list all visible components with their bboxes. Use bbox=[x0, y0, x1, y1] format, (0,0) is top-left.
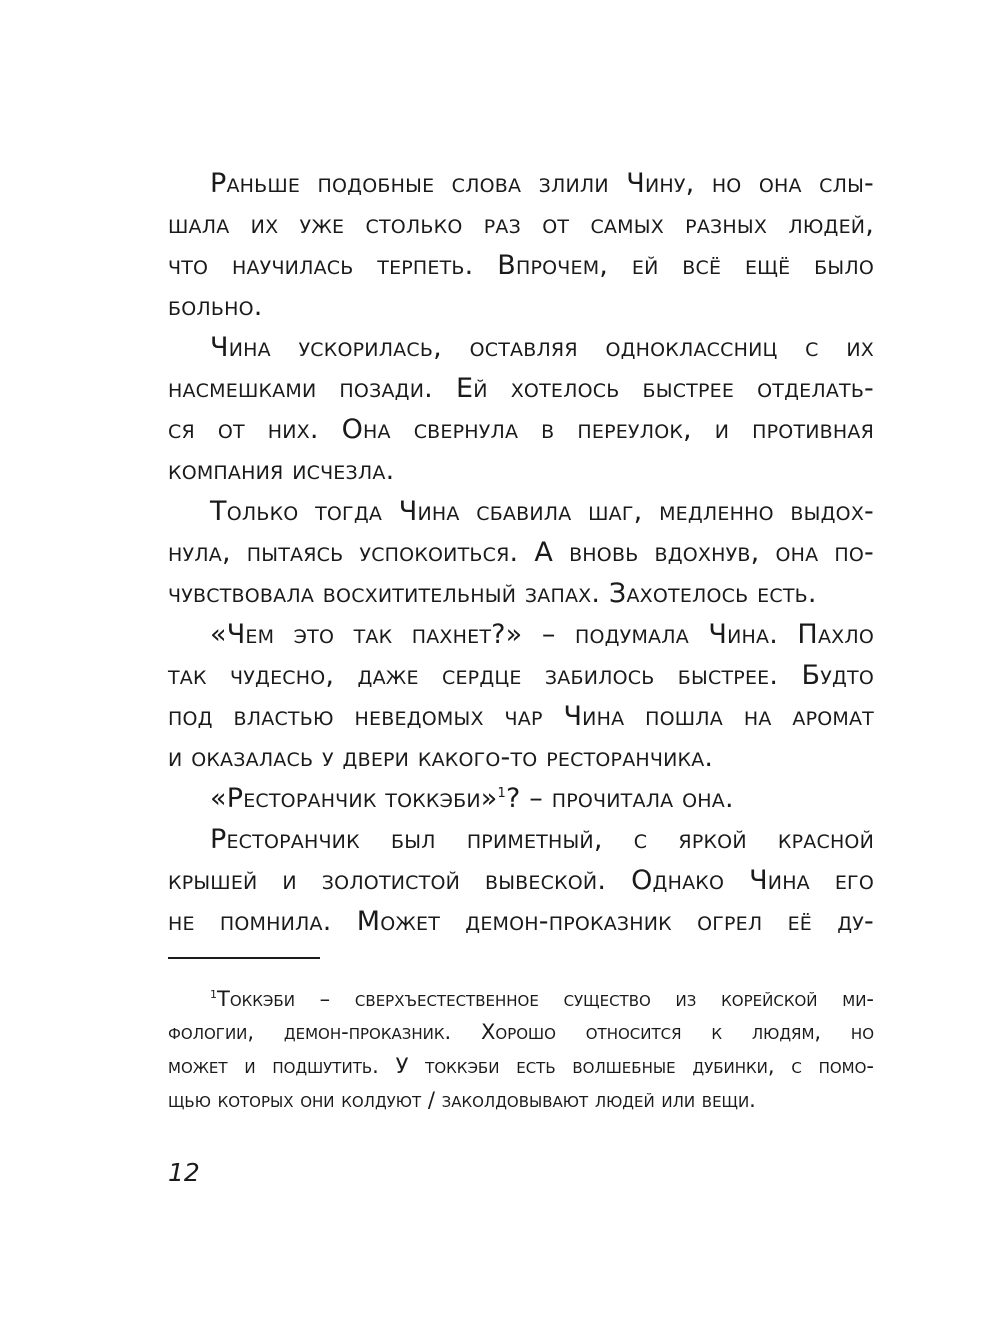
text-line: ся от них. Она свернула в переулок, и противная bbox=[168, 414, 874, 445]
text-line: «Чем это так пахнет?» – подумала Чина. Пахло bbox=[210, 619, 874, 650]
text-line: и оказалась у двери какого-то ресторанчика. bbox=[168, 742, 714, 773]
text-line: нула, пытаясь успокоиться. А вновь вдохнув, она по- bbox=[168, 537, 874, 568]
footnote-separator bbox=[168, 957, 320, 959]
text-line: так чудесно, даже сердце забилось быстрее. Будто bbox=[168, 660, 874, 691]
text-line: крышей и золотистой вывеской. Однако Чина его bbox=[168, 865, 874, 896]
text-line: Ресторанчик был приметный, с яркой красной bbox=[210, 824, 874, 855]
text-line: что научилась терпеть. Впрочем, ей всё ещё было bbox=[168, 250, 874, 281]
text-line: чувствовала восхитительный запах. Захотелось есть. bbox=[168, 578, 817, 609]
text-line: не помнила. Может демон-проказник огрел её ду- bbox=[168, 906, 874, 937]
footnote-marker: 1 bbox=[210, 988, 217, 1001]
text-line: под властью неведомых чар Чина пошла на аромат bbox=[168, 701, 874, 732]
text-line: компания исчезла. bbox=[168, 455, 395, 486]
footnote-line: фологии, демон-проказник. Хорошо относится к людям, но bbox=[168, 1020, 874, 1044]
title-line-tail: ? – прочитала она. bbox=[505, 783, 734, 814]
footnote-reference[interactable]: 1 bbox=[497, 786, 506, 801]
text-line: Раньше подобные слова злили Чину, но она слы- bbox=[210, 168, 874, 199]
title-quote: «Ресторанчик токкэби» bbox=[210, 783, 498, 814]
footnote-text: Токкэби – сверхъестественное существо из корейской ми- bbox=[217, 987, 874, 1011]
text-line: насмешками позади. Ей хотелось быстрее отделать- bbox=[168, 373, 874, 404]
footnote-line: щью которых они колдуют / заколдовывают людей или вещи. bbox=[168, 1088, 756, 1112]
page-number: 12 bbox=[168, 1158, 200, 1187]
text-line: шала их уже столько раз от самых разных людей, bbox=[168, 209, 874, 240]
text-line-with-footnote bbox=[168, 779, 874, 819]
text-line: Чина ускорилась, оставляя одноклассниц с их bbox=[210, 332, 874, 363]
footnote-line: может и подшутить. У токкэби есть волшебные дубинки, с помо- bbox=[168, 1054, 874, 1078]
text-line: больно. bbox=[168, 291, 263, 322]
footnote-line bbox=[210, 982, 874, 1016]
text-line: Только тогда Чина сбавила шаг, медленно выдох- bbox=[210, 496, 874, 527]
